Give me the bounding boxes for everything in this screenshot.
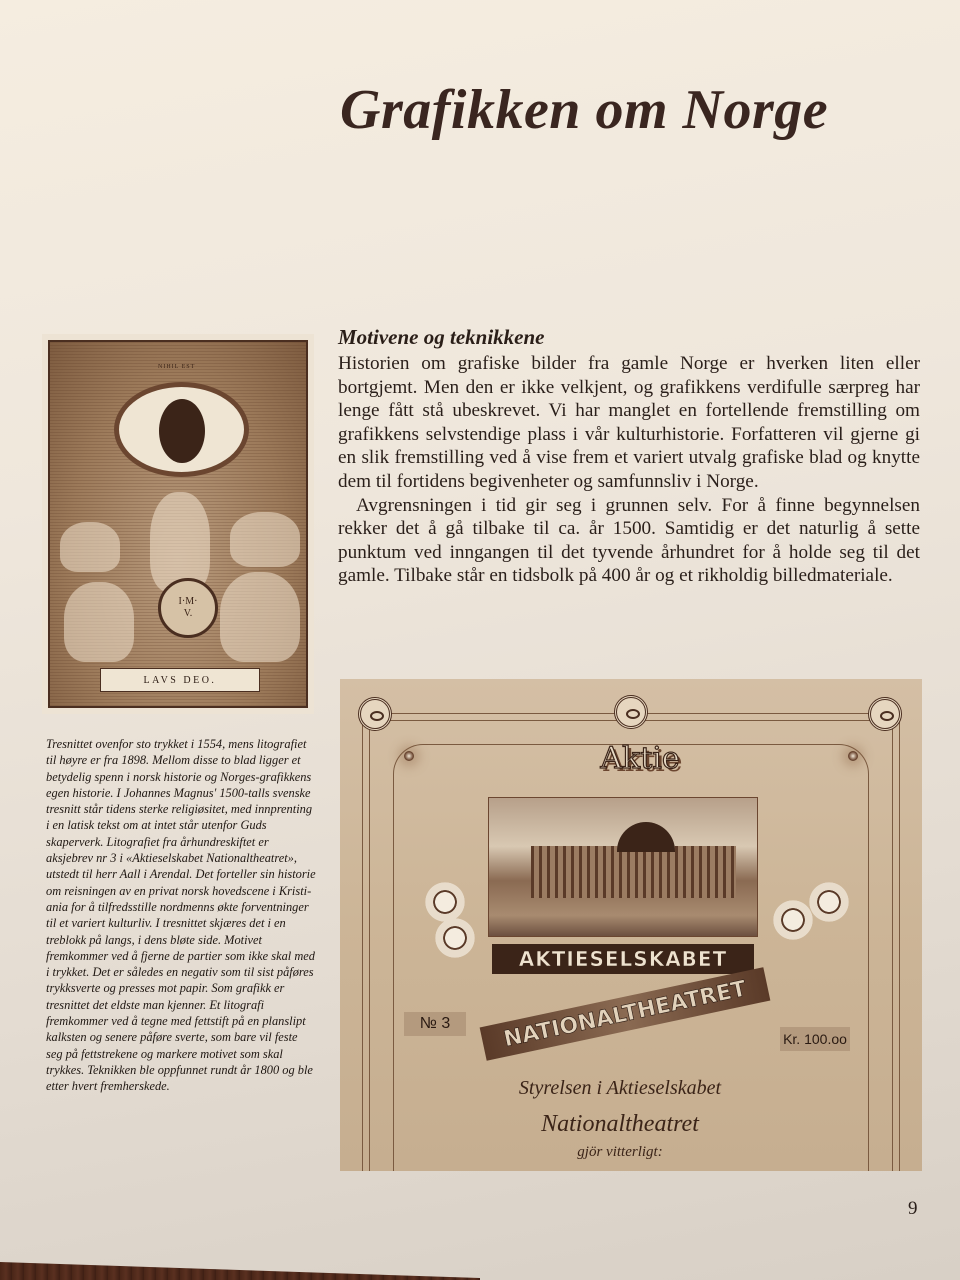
- globe-initials: I·M·: [178, 596, 198, 607]
- theatre-building: [531, 846, 736, 898]
- laus-deo-plaque: LAVS DEO.: [100, 668, 260, 692]
- angel-figure-left: [60, 522, 120, 572]
- flower-ornament-icon: [806, 879, 852, 925]
- lithograph-share-certificate: [340, 679, 922, 1171]
- paragraph: Avgrensningen i tid gir seg i grunnen selv. For å finne begynnelsen rekker det å gå tilbake til ca. år 1500. Samtidig er det naturlig å sette punktum ved inngangen til det tyvende århundret for å holde seg til det gamle. Tilbake står en tidsbolk på 400 år og et rikholdig billedmateriale.: [338, 494, 920, 587]
- paragraph: Historien om grafiske bilder fra gamle Norge er hverken liten eller bortgjemt. Men den er ikke velkjent, og grafikkens verdifulle særpreg har lenge fått stå ubeskrevet. Vi har manglet en fortellende fremstilling om grafikkens selvstendige plass i vår kulturhistorie. Forfatteren vil gjerne gi en slik fremstilling ved å vise frem et variert utvalg grafiske blad og knytte dem til fortidens begivenheter og samfunnsliv i Norge.: [338, 353, 920, 492]
- globe-initial-v: V.: [183, 608, 193, 619]
- central-allegorical-figure: [150, 492, 210, 592]
- angel-figure-right: [230, 512, 300, 567]
- corner-seal-icon: [868, 697, 902, 731]
- section-heading: Motivene og teknikkene: [338, 325, 545, 349]
- script-line-3: gjör vitterligt:: [577, 1144, 663, 1160]
- globe-emblem: [158, 578, 218, 638]
- wooden-table-edge: [0, 1240, 960, 1280]
- woodcut-illustration: [42, 334, 314, 714]
- seated-figure-left: [64, 582, 134, 662]
- theatre-banner: NATIONALTHEATRET: [480, 967, 771, 1061]
- figure-caption: Tresnittet ovenfor sto trykket i 1554, mens litografiet til høyre er fra 1898. Mellom disse to blad ligger et betydelig spenn i norsk historie og Norges-grafikkens egen historie. I Johannes Magnus' 1500-talls svenske tresnitt står tidens sterke religiøsitet, med innprenting i en latisk tekst om at intet står utenfor Guds skaperverk. Litografiet fra århundreskiftet er aksjebrev nr 3 i «Aktieselskabet Nationaltheatret», utstedt til herr Aall i Arendal. Det forteller sin historie om reisningen av en privat norsk hovedscene i Kristiania for å tilfredsstille nordmenns økte forventninger til et variert kulturliv. I tresnittet skjæres det i en treblokk på langs, i dens bløte side. Motivet fremkommer ved å fjerne de partier som ikke skal med i trykket. Det er således en negativ som til sist påføres trykksverte og presses mot papir. Som grafikk er tresnittet det eldste man kjenner. Et litografi fremkommer ved å tegne med fettstift på en planslipt kalksten og senere påføre sverte, som bare vil feste seg på fettstrekene og markere motivet som skal trykkes. Teknikken ble oppfunnet rundt år 1800 og ble etter hvert fremherskede.: [46, 737, 316, 1094]
- star-ornament-icon: [404, 751, 414, 761]
- certificate-amount: Kr. 100.oo: [780, 1027, 850, 1051]
- script-line-1: Styrelsen i Aktieselskabet: [518, 1077, 722, 1099]
- woodcut-plate: [48, 340, 308, 708]
- page-title: Grafikken om Norge: [340, 79, 829, 141]
- script-line-2: Nationaltheatret: [541, 1111, 699, 1137]
- national-theatre-engraving: [488, 797, 758, 937]
- seated-figure-right: [220, 572, 300, 662]
- coat-of-arms-medallion: [114, 382, 249, 477]
- page-number: 9: [908, 1198, 918, 1219]
- star-ornament-icon: [848, 751, 858, 761]
- heraldic-shield-icon: [159, 399, 205, 463]
- aktie-heading: Aktie: [600, 741, 680, 776]
- theatre-dome: [617, 822, 675, 852]
- flower-ornament-icon: [432, 915, 478, 961]
- body-text: [338, 352, 920, 588]
- corner-seal-icon: [358, 697, 392, 731]
- center-seal-icon: [614, 695, 648, 729]
- certificate-number: № 3: [404, 1012, 466, 1036]
- company-banner: AKTIESELSKABET: [492, 944, 754, 974]
- woodcut-top-inscription: NIHIL EST: [158, 364, 196, 370]
